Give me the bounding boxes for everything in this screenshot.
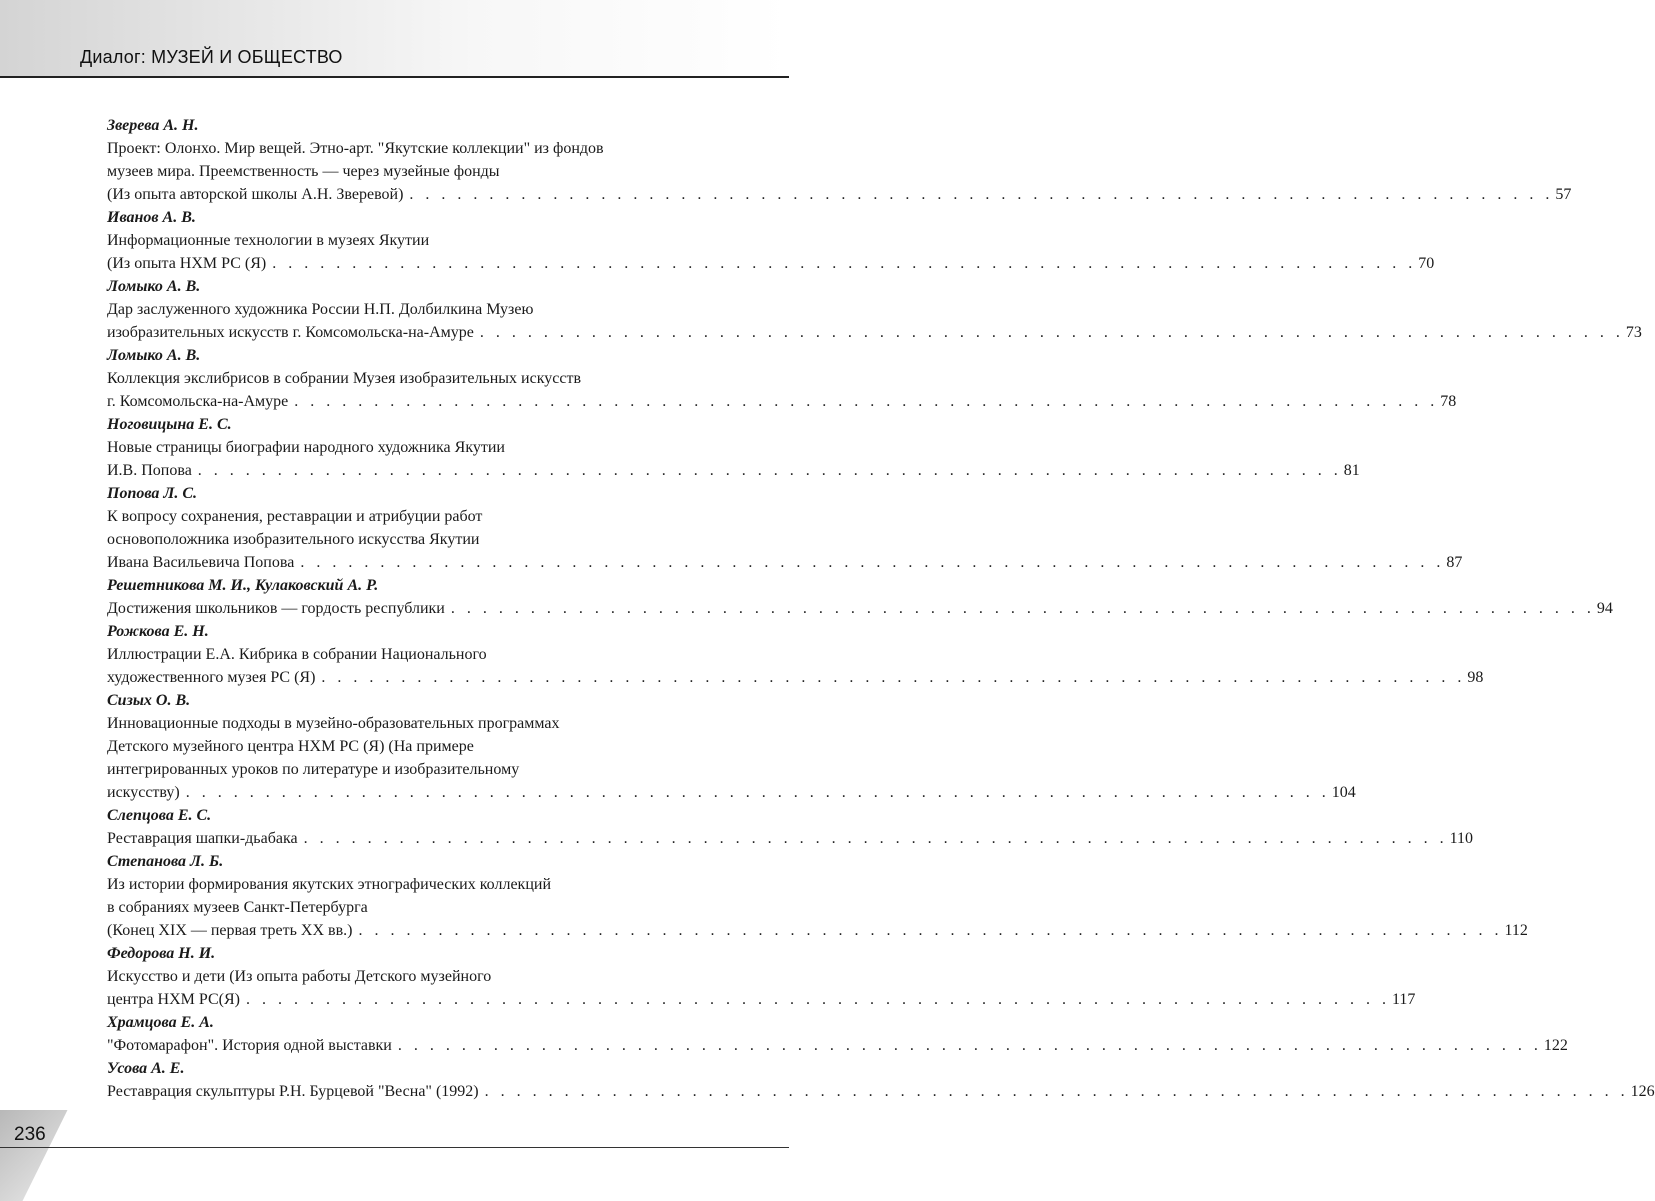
entry-page-number: 87 bbox=[1446, 554, 1463, 571]
entry-author: Ноговицына Е. С. bbox=[107, 416, 232, 433]
entry-page-number: 78 bbox=[1440, 393, 1457, 410]
toc-entry bbox=[107, 206, 1435, 275]
entry-title-line: Новые страницы биографии народного художника Якутии bbox=[107, 439, 505, 456]
entry-author: Федорова Н. И. bbox=[107, 945, 216, 962]
toc-entry bbox=[107, 482, 1463, 574]
entry-page-number: 117 bbox=[1391, 991, 1416, 1008]
entry-title-last-line bbox=[107, 1034, 1568, 1057]
entry-title-last-line bbox=[107, 183, 1572, 206]
entry-title-text: И.В. Попова bbox=[107, 462, 192, 479]
entry-title-text: г. Комсомольска-на-Амуре bbox=[107, 393, 289, 410]
toc-entry bbox=[107, 942, 1416, 1011]
toc-entry bbox=[107, 1011, 1568, 1057]
entry-title-text: (Из опыта авторской школы А.Н. Зверевой) bbox=[107, 186, 404, 203]
entry-title-text: изобразительных искусств г. Комсомольска-на-Амуре bbox=[107, 324, 474, 341]
toc-entry bbox=[107, 689, 1356, 804]
entry-title-line: Информационные технологии в музеях Якутии bbox=[107, 232, 430, 249]
toc-entry bbox=[107, 114, 1572, 206]
entry-page-number: 104 bbox=[1331, 784, 1356, 801]
entry-page-number: 110 bbox=[1449, 830, 1473, 847]
entry-author: Ломыко А. В. bbox=[107, 278, 201, 295]
dot-leader: . . . . . . . . . . . . . . . . . . . . . . . . . . . . . . . . . . . . . . . . . . . . . . . . . . . . . . . . . . . . . . . . . . . . . . . . bbox=[484, 1083, 1629, 1100]
entry-title-last-line bbox=[107, 1080, 1655, 1103]
entry-author: Ломыко А. В. bbox=[107, 347, 201, 364]
table-of-contents bbox=[107, 114, 1655, 1103]
dot-leader: . . . . . . . . . . . . . . . . . . . . . . . . . . . . . . . . . . . . . . . . . . . . . . . . . . . . . . . . . . . . . . . . . . . . . . . . bbox=[397, 1037, 1542, 1054]
dot-leader: . . . . . . . . . . . . . . . . . . . . . . . . . . . . . . . . . . . . . . . . . . . . . . . . . . . . . . . . . . . . . . . . . . . . . . . . bbox=[185, 784, 1330, 801]
entry-author: Попова Л. С. bbox=[107, 485, 198, 502]
toc-entry bbox=[107, 275, 1642, 344]
entry-author: Усова А. Е. bbox=[107, 1060, 185, 1077]
entry-title-text: Реставрация шапки-дьабака bbox=[107, 830, 298, 847]
entry-title-last-line bbox=[107, 597, 1613, 620]
entry-title-last-line bbox=[107, 252, 1435, 275]
entry-author: Степанова Л. Б. bbox=[107, 853, 224, 870]
entry-title-line: Проект: Олонхо. Мир вещей. Этно-арт. "Якутские коллекции" из фондов bbox=[107, 140, 604, 157]
dot-leader: . . . . . . . . . . . . . . . . . . . . . . . . . . . . . . . . . . . . . . . . . . . . . . . . . . . . . . . . . . . . . . . . . . . . . . . . bbox=[294, 393, 1439, 410]
toc-entry bbox=[107, 344, 1457, 413]
header-rule bbox=[0, 76, 789, 78]
entry-title-last-line bbox=[107, 321, 1642, 344]
entry-title-line: Дар заслуженного художника России Н.П. Долбилкина Музею bbox=[107, 301, 534, 318]
entry-title-line: основоположника изобразительного искусства Якутии bbox=[107, 531, 480, 548]
toc-entry bbox=[107, 574, 1613, 620]
entry-author: Храмцова Е. А. bbox=[107, 1014, 214, 1031]
toc-entry bbox=[107, 413, 1360, 482]
entry-title-text: художественного музея РС (Я) bbox=[107, 669, 316, 686]
toc-entry bbox=[107, 850, 1528, 942]
entry-author: Решетникова М. И., Кулаковский А. Р. bbox=[107, 577, 379, 594]
dot-leader: . . . . . . . . . . . . . . . . . . . . . . . . . . . . . . . . . . . . . . . . . . . . . . . . . . . . . . . . . . . . . . . . . . . . . . . . bbox=[303, 830, 1448, 847]
entry-title-line: Коллекция экслибрисов в собрании Музея изобразительных искусств bbox=[107, 370, 581, 387]
entry-title-last-line bbox=[107, 459, 1360, 482]
entry-title-line: Иллюстрации Е.А. Кибрика в собрании Национального bbox=[107, 646, 487, 663]
dot-leader: . . . . . . . . . . . . . . . . . . . . . . . . . . . . . . . . . . . . . . . . . . . . . . . . . . . . . . . . . . . . . . . . . . . . . . . . bbox=[245, 991, 1390, 1008]
entry-title-last-line bbox=[107, 390, 1457, 413]
entry-title-line: интегрированных уроков по литературе и изобразительному bbox=[107, 761, 520, 778]
entry-title-last-line bbox=[107, 666, 1484, 689]
entry-page-number: 126 bbox=[1630, 1083, 1655, 1100]
dot-leader: . . . . . . . . . . . . . . . . . . . . . . . . . . . . . . . . . . . . . . . . . . . . . . . . . . . . . . . . . . . . . . . . . . . . . . . . bbox=[197, 462, 1342, 479]
page-number: 236 bbox=[14, 1124, 46, 1145]
entry-page-number: 73 bbox=[1625, 324, 1642, 341]
entry-page-number: 98 bbox=[1467, 669, 1484, 686]
dot-leader: . . . . . . . . . . . . . . . . . . . . . . . . . . . . . . . . . . . . . . . . . . . . . . . . . . . . . . . . . . . . . . . . . . . . . . . . bbox=[450, 600, 1595, 617]
entry-title-last-line bbox=[107, 551, 1463, 574]
entry-title-text: Реставрация скульптуры Р.Н. Бурцевой "Весна" (1992) bbox=[107, 1083, 479, 1100]
entry-title-text: искусству) bbox=[107, 784, 180, 801]
entry-title-text: центра НХМ РС(Я) bbox=[107, 991, 240, 1008]
entry-title-line: в собраниях музеев Санкт-Петербурга bbox=[107, 899, 368, 916]
entry-page-number: 112 bbox=[1504, 922, 1528, 939]
dot-leader: . . . . . . . . . . . . . . . . . . . . . . . . . . . . . . . . . . . . . . . . . . . . . . . . . . . . . . . . . . . . . . . . . . . . . . . . bbox=[272, 255, 1417, 272]
entry-page-number: 122 bbox=[1543, 1037, 1568, 1054]
entry-author: Зверева А. Н. bbox=[107, 117, 199, 134]
entry-title-line: Из истории формирования якутских этнографических коллекций bbox=[107, 876, 551, 893]
entry-title-text: Достижения школьников — гордость республики bbox=[107, 600, 445, 617]
entry-title-line: К вопросу сохранения, реставрации и атрибуции работ bbox=[107, 508, 483, 525]
dot-leader: . . . . . . . . . . . . . . . . . . . . . . . . . . . . . . . . . . . . . . . . . . . . . . . . . . . . . . . . . . . . . . . . . . . . . . . . bbox=[358, 922, 1503, 939]
footer-rule bbox=[0, 1147, 789, 1148]
toc-entry bbox=[107, 1057, 1655, 1103]
entry-title-line: Искусство и дети (Из опыта работы Детского музейного bbox=[107, 968, 492, 985]
dot-leader: . . . . . . . . . . . . . . . . . . . . . . . . . . . . . . . . . . . . . . . . . . . . . . . . . . . . . . . . . . . . . . . . . . . . . . . . bbox=[321, 669, 1466, 686]
running-header-title: Диалог: МУЗЕЙ И ОБЩЕСТВО bbox=[80, 47, 343, 67]
entry-title-line: Инновационные подходы в музейно-образовательных программах bbox=[107, 715, 560, 732]
entry-title-line: музеев мира. Преемственность — через музейные фонды bbox=[107, 163, 500, 180]
toc-entry bbox=[107, 804, 1473, 850]
entry-author: Иванов А. В. bbox=[107, 209, 196, 226]
entry-author: Сизых О. В. bbox=[107, 692, 191, 709]
entry-title-text: Ивана Васильевича Попова bbox=[107, 554, 295, 571]
entry-title-last-line bbox=[107, 781, 1356, 804]
entry-author: Слепцова Е. С. bbox=[107, 807, 212, 824]
dot-leader: . . . . . . . . . . . . . . . . . . . . . . . . . . . . . . . . . . . . . . . . . . . . . . . . . . . . . . . . . . . . . . . . . . . . . . . . bbox=[479, 324, 1624, 341]
entry-title-text: (Из опыта НХМ РС (Я) bbox=[107, 255, 267, 272]
entry-title-last-line bbox=[107, 919, 1528, 942]
toc-entry bbox=[107, 620, 1484, 689]
entry-page-number: 81 bbox=[1343, 462, 1360, 479]
dot-leader: . . . . . . . . . . . . . . . . . . . . . . . . . . . . . . . . . . . . . . . . . . . . . . . . . . . . . . . . . . . . . . . . . . . . . . . . bbox=[300, 554, 1445, 571]
entry-title-line: Детского музейного центра НХМ РС (Я) (На примере bbox=[107, 738, 474, 755]
entry-page-number: 70 bbox=[1418, 255, 1435, 272]
entry-title-last-line bbox=[107, 827, 1473, 850]
entry-author: Рожкова Е. Н. bbox=[107, 623, 209, 640]
entry-title-text: (Конец XIX — первая треть XX вв.) bbox=[107, 922, 353, 939]
dot-leader: . . . . . . . . . . . . . . . . . . . . . . . . . . . . . . . . . . . . . . . . . . . . . . . . . . . . . . . . . . . . . . . . . . . . . . . . bbox=[409, 186, 1554, 203]
entry-title-last-line bbox=[107, 988, 1416, 1011]
entry-page-number: 57 bbox=[1555, 186, 1572, 203]
entry-title-text: "Фотомарафон". История одной выставки bbox=[107, 1037, 392, 1054]
entry-page-number: 94 bbox=[1596, 600, 1613, 617]
